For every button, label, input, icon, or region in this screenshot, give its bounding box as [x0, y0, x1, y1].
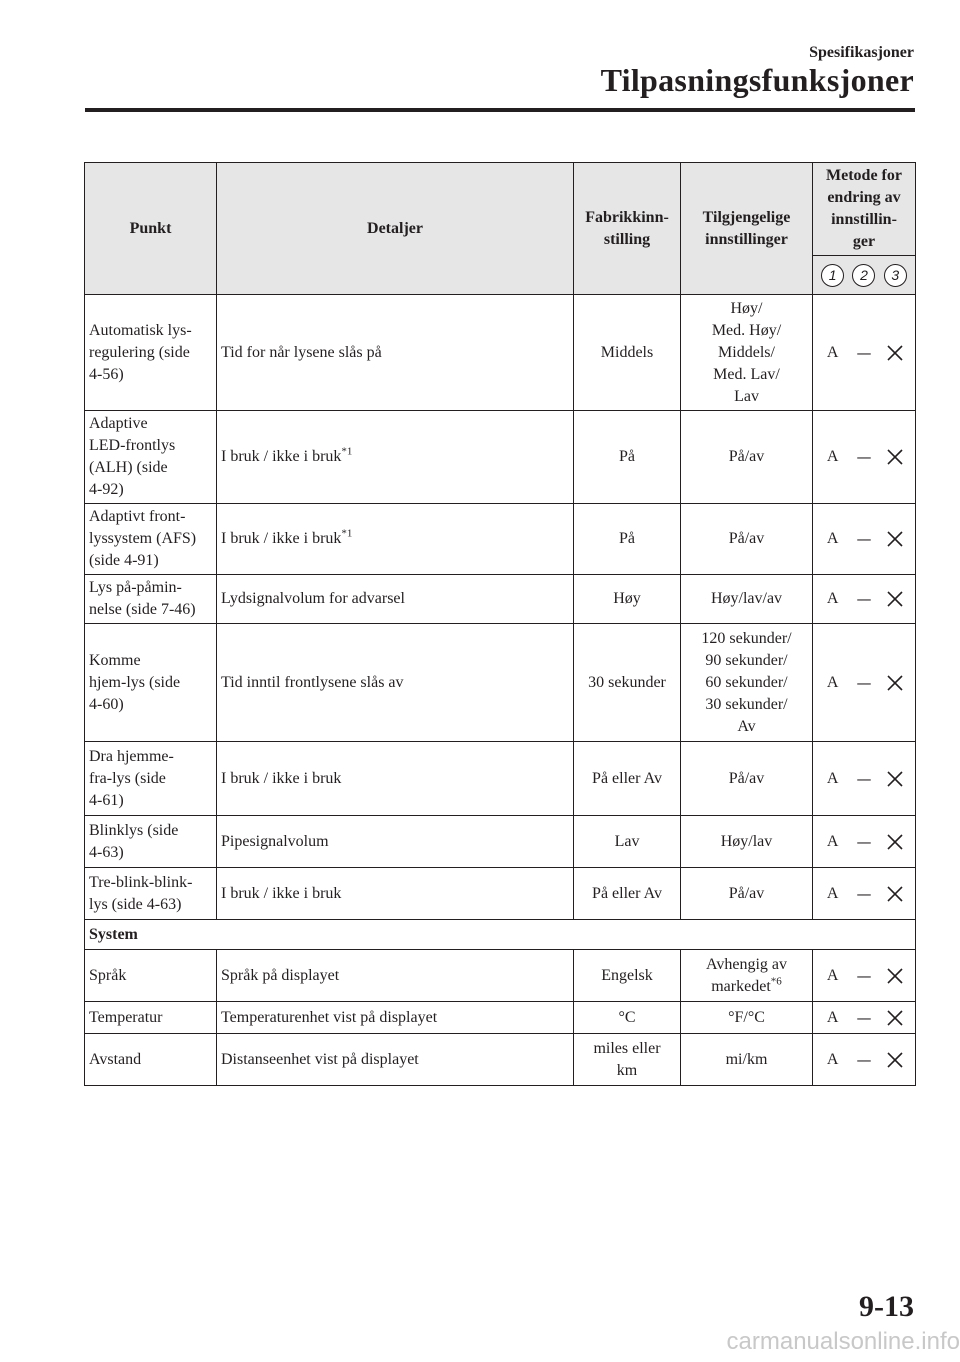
page-title: Tilpasningsfunksjoner [600, 62, 914, 98]
detaljer-cell [217, 411, 574, 504]
fabrikk-cell [574, 504, 681, 575]
punkt-cell-text: Avstand [89, 1050, 142, 1068]
detaljer-cell-text: I bruk / ikke i bruk [221, 769, 342, 787]
x-mark-icon [887, 449, 903, 465]
x-mark-icon [887, 675, 903, 691]
tilgjengelige-cell [681, 575, 813, 624]
method-1-value: A [826, 966, 839, 984]
tilgjengelige-cell-text: På/av [728, 530, 765, 547]
method-2-value: — [856, 343, 872, 362]
method-cell [813, 950, 916, 1002]
fabrikk-cell-text: Lav [614, 832, 640, 850]
x-mark-icon [887, 531, 903, 547]
method-2-value: — [856, 448, 872, 466]
punkt-cell [85, 1002, 217, 1034]
method-2-value: — [856, 769, 872, 788]
fabrikk-cell [574, 950, 681, 1002]
section-label: Spesifikasjoner [809, 44, 914, 61]
x-mark-icon [887, 771, 903, 787]
punkt-cell [85, 575, 217, 624]
fabrikk-cell-text: På [619, 448, 635, 465]
method-1-value: A [826, 530, 839, 547]
detaljer-cell [217, 816, 574, 868]
method-cell [813, 624, 916, 742]
method-cell [813, 868, 916, 920]
header-fabrikkinnstilling: Fabrikkinn- stilling [574, 163, 681, 295]
table-row [85, 816, 916, 868]
table-row [85, 1034, 916, 1086]
method-3-value [880, 768, 911, 790]
method-1-value: A [826, 769, 839, 787]
table-row [85, 950, 916, 1002]
tilgjengelige-cell [681, 742, 813, 816]
detaljer-cell [217, 295, 574, 411]
punkt-cell-text: Lys på-påmin- nelse (side 7-46) [89, 579, 196, 618]
method-3-value [880, 588, 911, 610]
method-cell [813, 1002, 916, 1034]
method-1-value: A [826, 343, 839, 361]
method-number-1: 1 [821, 264, 844, 287]
tilgjengelige-cell-text: Avhengig av markedet [705, 955, 787, 995]
table-row [85, 1002, 916, 1034]
punkt-cell [85, 950, 217, 1002]
detaljer-cell [217, 950, 574, 1002]
punkt-cell [85, 624, 217, 742]
tilgjengelige-cell [681, 295, 813, 411]
title-rule [85, 108, 915, 112]
punkt-cell-text: Blinklys (side 4-63) [89, 821, 179, 861]
x-mark-icon [887, 345, 903, 361]
method-2-value: — [856, 530, 872, 548]
tilgjengelige-cell [681, 816, 813, 868]
method-number-2: 2 [852, 264, 875, 287]
tilgjengelige-cell [681, 504, 813, 575]
method-2-value: — [856, 966, 872, 985]
punkt-cell-text: Adaptive LED-frontlys (ALH) (side 4-92) [89, 415, 176, 498]
tilgjengelige-cell-text: Høy/lav/av [710, 590, 783, 607]
tilgjengelige-cell-text: På/av [728, 769, 765, 787]
method-3-value [880, 965, 911, 987]
fabrikk-cell-text: På eller Av [592, 769, 662, 787]
fabrikk-cell-text: °C [618, 1008, 636, 1026]
method-number-3: 3 [884, 264, 907, 287]
fabrikk-cell [574, 1002, 681, 1034]
method-3-value [880, 528, 911, 550]
detaljer-cell [217, 868, 574, 920]
fabrikk-cell-text: Engelsk [601, 966, 653, 984]
section-row-system [85, 920, 916, 950]
tilgjengelige-cell [681, 950, 813, 1002]
detaljer-cell-text: I bruk / ikke i bruk [221, 530, 342, 547]
tilgjengelige-cell [681, 868, 813, 920]
fabrikk-cell [574, 816, 681, 868]
method-1-value: A [826, 673, 839, 691]
detaljer-cell [217, 742, 574, 816]
table-row [85, 504, 916, 575]
x-mark-icon [887, 886, 903, 902]
punkt-cell-text: Språk [89, 966, 127, 984]
method-cell [813, 295, 916, 411]
punkt-cell [85, 1034, 217, 1086]
page-number: 9-13 [859, 1290, 914, 1323]
fabrikk-cell-text: Høy [613, 590, 641, 607]
detaljer-cell-text: Lydsignalvolum for advarsel [221, 590, 405, 607]
punkt-cell [85, 504, 217, 575]
method-cell [813, 1034, 916, 1086]
tilgjengelige-cell [681, 1034, 813, 1086]
method-1-value: A [826, 1050, 839, 1068]
fabrikk-cell [574, 624, 681, 742]
method-number-header [813, 256, 916, 295]
tilgjengelige-cell [681, 1002, 813, 1034]
table-row [85, 575, 916, 624]
method-cell [813, 504, 916, 575]
table-row [85, 295, 916, 411]
method-cell [813, 742, 916, 816]
table-row [85, 868, 916, 920]
punkt-cell-text: Adaptivt front- lyssystem (AFS) (side 4-91) [89, 508, 197, 569]
method-3-value [880, 883, 911, 905]
detaljer-cell [217, 575, 574, 624]
fabrikk-cell [574, 411, 681, 504]
footnote-marker: *1 [341, 527, 353, 540]
method-3-value [880, 1007, 911, 1029]
tilgjengelige-cell-text: På/av [728, 448, 765, 465]
table-row [85, 742, 916, 816]
tilgjengelige-cell-text: 120 sekunder/ 90 sekunder/ 60 sekunder/ 30 sekunder/ Av [701, 629, 792, 735]
detaljer-cell [217, 504, 574, 575]
fabrikk-cell-text: Middels [600, 343, 654, 361]
punkt-cell-text: Automatisk lys- regulering (side 4-56) [89, 321, 192, 383]
punkt-cell [85, 742, 217, 816]
fabrikk-cell-text: På [619, 530, 635, 547]
detaljer-cell [217, 1034, 574, 1086]
tilgjengelige-cell-text: Høy/lav [720, 832, 773, 850]
method-2-value: — [856, 673, 872, 692]
x-mark-icon [887, 968, 903, 984]
method-2-value: — [856, 590, 872, 608]
detaljer-cell-text: Tid for når lysene slås på [221, 343, 382, 361]
detaljer-cell-text: Språk på displayet [221, 966, 340, 984]
method-2-value: — [856, 1050, 872, 1069]
header-tilgjengelige: Tilgjengelige innstillinger [681, 163, 813, 295]
detaljer-cell-text: Pipesignalvolum [221, 832, 329, 850]
fabrikk-cell [574, 295, 681, 411]
punkt-cell [85, 816, 217, 868]
punkt-cell [85, 411, 217, 504]
method-cell [813, 816, 916, 868]
header-metode: Metode for endring av innstillin- ger [813, 163, 916, 256]
footnote-marker: *1 [341, 445, 353, 458]
fabrikk-cell [574, 575, 681, 624]
tilgjengelige-cell [681, 411, 813, 504]
header-detaljer: Detaljer [217, 163, 574, 295]
table-row [85, 624, 916, 742]
tilgjengelige-cell-text: °F/°C [728, 1008, 765, 1026]
tilgjengelige-cell [681, 624, 813, 742]
method-3-value [880, 672, 911, 694]
x-mark-icon [887, 1052, 903, 1068]
detaljer-cell-text: Temperaturenhet vist på displayet [221, 1008, 438, 1026]
method-3-value [880, 446, 911, 468]
method-1-value: A [826, 590, 839, 607]
detaljer-cell-text: Distanseenhet vist på displayet [221, 1050, 419, 1068]
fabrikk-cell [574, 742, 681, 816]
punkt-cell-text: Komme hjem-lys (side 4-60) [89, 651, 181, 713]
method-1-value: A [826, 1008, 839, 1026]
punkt-cell-text: Dra hjemme- fra-lys (side 4-61) [89, 747, 174, 809]
method-cell [813, 575, 916, 624]
method-2-value: — [856, 832, 872, 851]
header-punkt: Punkt [85, 163, 217, 295]
fabrikk-cell-text: På eller Av [592, 884, 662, 902]
method-cell [813, 411, 916, 504]
footnote-marker: *6 [770, 975, 782, 988]
fabrikk-cell-text: 30 sekunder [588, 673, 666, 691]
method-1-value: A [826, 884, 839, 902]
detaljer-cell-text: Tid inntil frontlysene slås av [221, 673, 404, 691]
punkt-cell-text: Temperatur [89, 1008, 163, 1026]
x-mark-icon [887, 1010, 903, 1026]
punkt-cell [85, 868, 217, 920]
fabrikk-cell [574, 1034, 681, 1086]
method-3-value [880, 342, 911, 364]
system-section-label: System [85, 920, 916, 950]
fabrikk-cell [574, 868, 681, 920]
fabrikk-cell-text: miles eller km [593, 1039, 661, 1079]
method-3-value [880, 831, 911, 853]
method-2-value: — [856, 884, 872, 903]
customization-table [84, 162, 916, 1086]
x-mark-icon [887, 591, 903, 607]
x-mark-icon [887, 834, 903, 850]
watermark: carmanualsonline.info [726, 1328, 960, 1355]
method-1-value: A [826, 832, 839, 850]
punkt-cell-text: Tre-blink-blink- lys (side 4-63) [89, 873, 193, 913]
detaljer-cell [217, 1002, 574, 1034]
method-2-value: — [856, 1008, 872, 1027]
tilgjengelige-cell-text: Høy/ Med. Høy/ Middels/ Med. Lav/ Lav [711, 299, 782, 405]
punkt-cell [85, 295, 217, 411]
tilgjengelige-cell-text: mi/km [725, 1050, 768, 1068]
detaljer-cell-text: I bruk / ikke i bruk [221, 884, 342, 902]
detaljer-cell-text: I bruk / ikke i bruk [221, 448, 342, 465]
method-1-value: A [826, 448, 839, 465]
detaljer-cell [217, 624, 574, 742]
table-row [85, 411, 916, 504]
method-3-value [880, 1049, 911, 1071]
tilgjengelige-cell-text: På/av [728, 884, 765, 902]
